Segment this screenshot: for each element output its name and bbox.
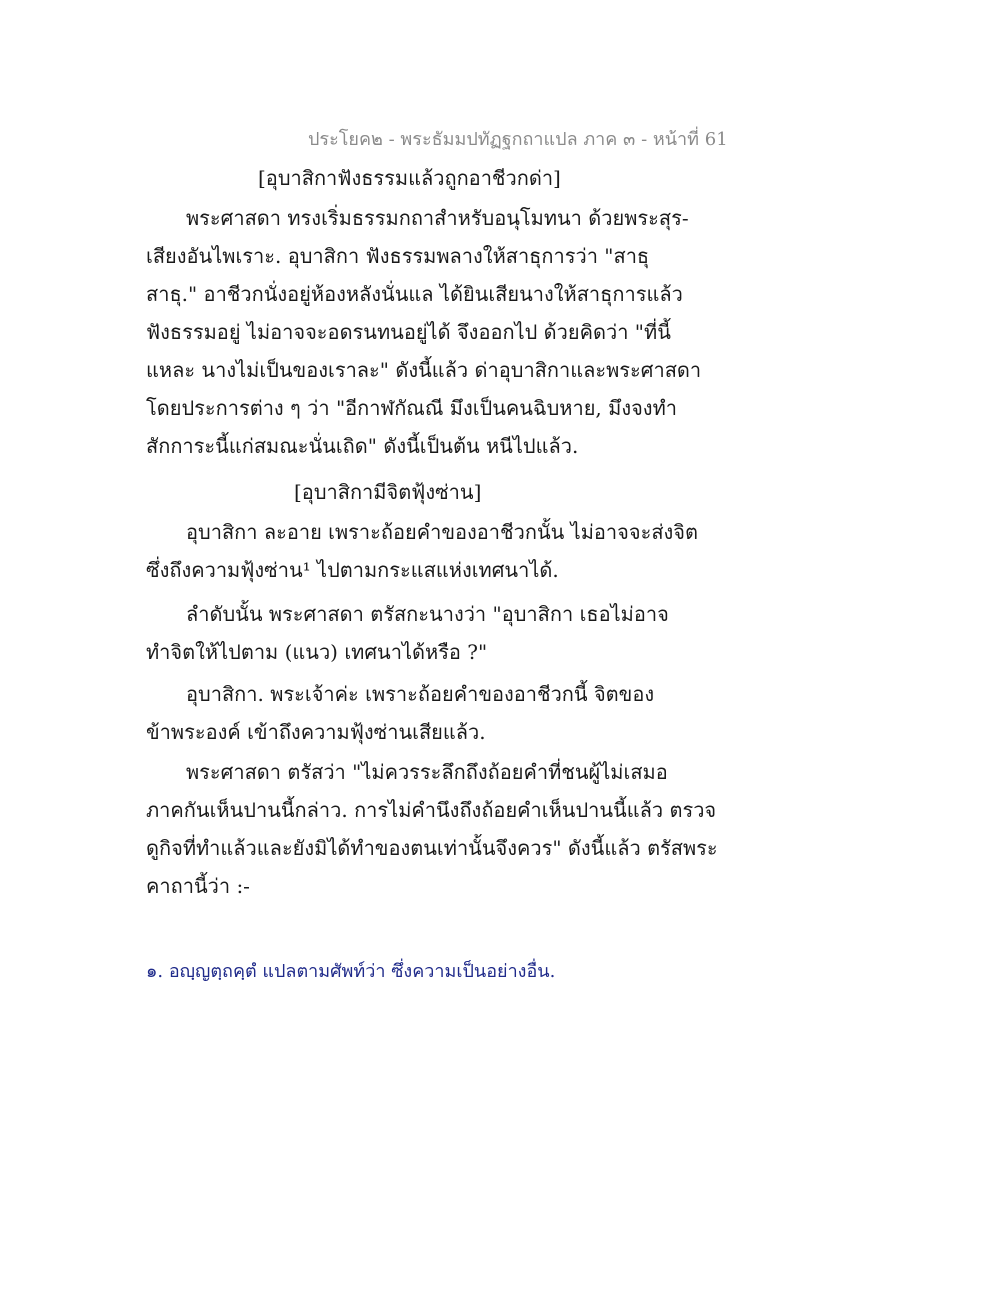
paragraph-line: ดูกิจที่ทำแล้วและยังมิได้ทำของตนเท่านั้นจึงควร" ดังนี้แล้ว ตรัสพระ xyxy=(146,836,718,860)
paragraph-line: อุบาสิกา. พระเจ้าค่ะ เพราะถ้อยคำของอาชีวกนี้ จิตของ xyxy=(186,682,655,706)
paragraph-line: เสียงอันไพเราะ. อุบาสิกา ฟังธรรมพลางให้สาธุการว่า "สาธุ xyxy=(146,244,650,268)
paragraph-line: ฟังธรรมอยู่ ไม่อาจจะอดรนทนอยู่ได้ จึงออกไป ด้วยคิดว่า "ที่นี้ xyxy=(146,320,671,344)
paragraph-line: อุบาสิกา ละอาย เพราะถ้อยคำของอาชีวกนั้น ไม่อาจจะส่งจิต xyxy=(186,520,698,544)
paragraph-line: ลำดับนั้น พระศาสดา ตรัสกะนางว่า "อุบาสิกา เธอไม่อาจ xyxy=(186,602,669,626)
section-heading: [อุบาสิกามีจิตฟุ้งซ่าน] xyxy=(294,480,482,504)
paragraph-line: ซึ่งถึงความฟุ้งซ่าน¹ ไปตามกระแสแห่งเทศนาได้. xyxy=(146,558,559,582)
paragraph-line: คาถานี้ว่า :- xyxy=(146,874,250,898)
footnote: ๑. อญฺญตฺถคฺตํ แปลตามศัพท์ว่า ซึ่งความเป็นอย่างอื่น. xyxy=(146,961,556,982)
paragraph-line: พระศาสดา ทรงเริ่มธรรมกถาสำหรับอนุโมทนา ด้วยพระสุร- xyxy=(186,206,689,230)
page-header: ประโยค๒ - พระธัมมปทัฏฐกถาแปล ภาค ๓ - หน้าที่ 61 xyxy=(308,129,728,150)
paragraph-line: สักการะนี้แก่สมณะนั่นเถิด" ดังนี้เป็นต้น หนีไปแล้ว. xyxy=(146,434,579,458)
paragraph-line: ข้าพระองค์ เข้าถึงความฟุ้งซ่านเสียแล้ว. xyxy=(146,720,486,744)
paragraph-line: ภาคกันเห็นปานนี้กล่าว. การไม่คำนึงถึงถ้อยคำเห็นปานนี้แล้ว ตรวจ xyxy=(146,798,717,822)
section-heading: [อุบาสิกาฟังธรรมแล้วถูกอาชีวกด่า] xyxy=(258,166,561,190)
paragraph-line: โดยประการต่าง ๆ ว่า "อีกาฬกัณณี มึงเป็นคนฉิบหาย, มึงจงทำ xyxy=(146,396,677,420)
paragraph-line: แหละ นางไม่เป็นของเราละ" ดังนี้แล้ว ด่าอุบาสิกาและพระศาสดา xyxy=(146,358,702,382)
paragraph-line: สาธุ." อาชีวกนั่งอยู่ห้องหลังนั่นแล ได้ยินเสียนางให้สาธุการแล้ว xyxy=(146,282,683,306)
paragraph-line: ทำจิตให้ไปตาม (แนว) เทศนาได้หรือ ?" xyxy=(146,640,488,664)
paragraph-line: พระศาสดา ตรัสว่า "ไม่ควรระลึกถึงถ้อยคำที่ชนผู้ไม่เสมอ xyxy=(186,760,668,784)
